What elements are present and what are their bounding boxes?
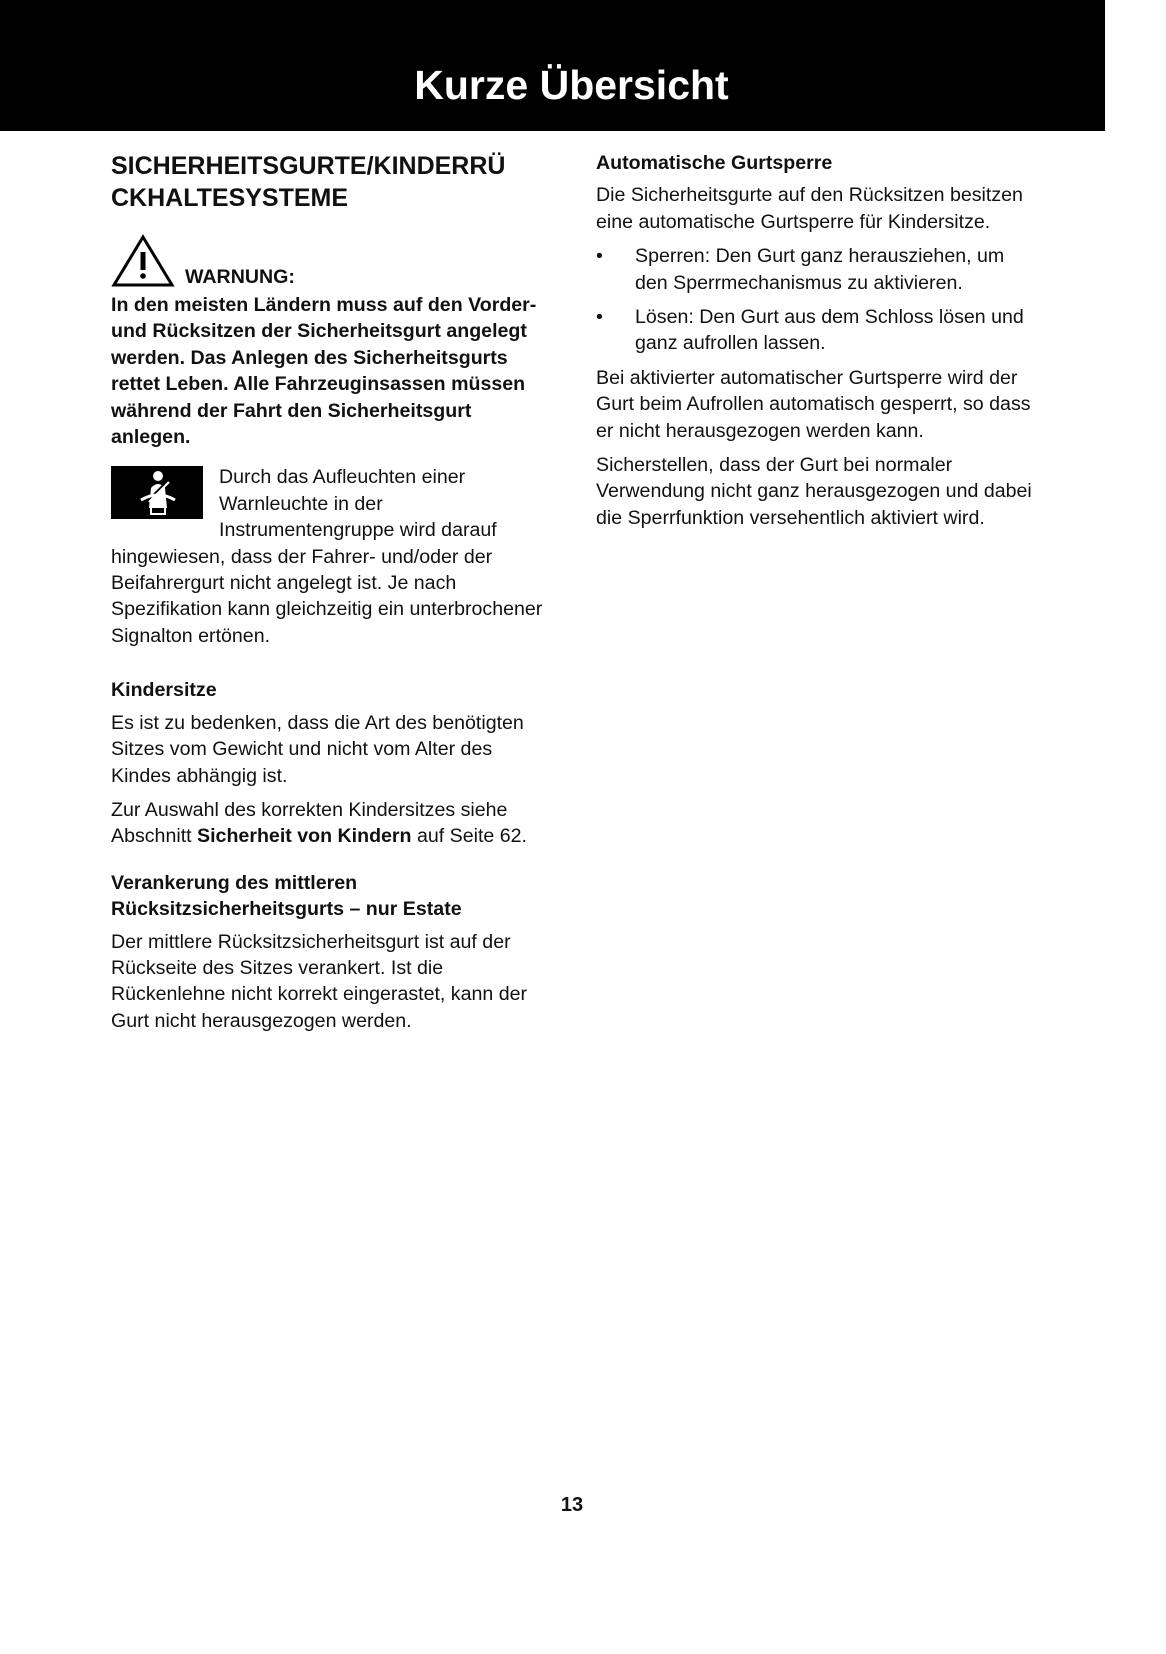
page-number: 13 [560,1494,584,1516]
verankerung-heading: Verankerung des mittleren Rücksitzsicherheitsgurts – nur Estate [111,871,462,921]
warning-triangle-icon [111,234,175,288]
gurtsperre-intro: Die Sicherheitsgurte auf den Rücksitzen besitzen eine automatische Gurtsperre für Kindersitze. [596,184,1023,233]
warning-text: In den meisten Ländern muss auf den Vorder- und Rücksitzen der Sicherheitsgurt angelegt werden. Das Anlegen des Sicherheitsgurts rettet Leben. Alle Fahrzeuginsassen müssen während der Fahrt den Sicherheitsgurt anlegen. [111,294,537,449]
left-column [111,150,551,1042]
seatbelt-warning-text: Durch das Aufleuchten einer Warnleuchte in der Instrumentengruppe wird darauf hingewiesen, dass der Fahrer- und/oder der Beifahrergurt nicht angelegt ist. Je nach Spezifikation kann gleichzeitig ein unterbrochener Signalton ertönen. [111,466,543,647]
list-item: • Sperren: Den Gurt ganz herausziehen, um den Sperrmechanismus zu aktivieren. [596,243,1036,296]
reference-text: Zur Auswahl des korrekten Kindersitzes siehe Abschnitt [111,798,508,848]
reference-link[interactable]: Sicherheit von Kindern [197,825,412,848]
right-column [596,150,1036,539]
kindersitze-paragraph: Es ist zu bedenken, dass die Art des benötigten Sitzes vom Gewicht und nicht vom Alter des Kindes abhängig ist. [111,711,524,787]
verankerung-paragraph: Der mittlere Rücksitzsicherheitsgurt ist auf der Rückseite des Sitzes verankert. Ist die Rückenlehne nicht korrekt eingerastet, kann der Gurt nicht herausgezogen werden. [111,930,528,1032]
section-heading: SICHERHEITSGURTE/KINDERRÜ CKHALTESYSTEME [111,152,506,212]
seatbelt-warning-icon [111,466,203,519]
page-title: Kurze Übersicht [414,62,729,108]
list-item: • Lösen: Den Gurt aus dem Schloss lösen und ganz aufrollen lassen. [596,304,1036,357]
gurtsperre-heading: Automatische Gurtsperre [596,152,833,174]
warning-label: WARNUNG: [185,266,295,288]
reference-page: auf Seite 62. [411,825,527,848]
gurtsperre-list [596,243,1036,357]
kindersitze-reference [111,797,551,850]
gurtsperre-paragraph: Bei aktivierter automatischer Gurtsperre wird der Gurt beim Aufrollen automatisch gesperrt, so dass er nicht herausgezogen werden kann. [596,366,1031,442]
gurtsperre-note: Sicherstellen, dass der Gurt bei normaler Verwendung nicht ganz herausgezogen und dabei die Sperrfunktion versehentlich aktiviert wird. [596,454,1032,529]
page-header-band [0,0,1105,131]
warning-header [111,234,551,288]
kindersitze-heading: Kindersitze [111,679,217,702]
